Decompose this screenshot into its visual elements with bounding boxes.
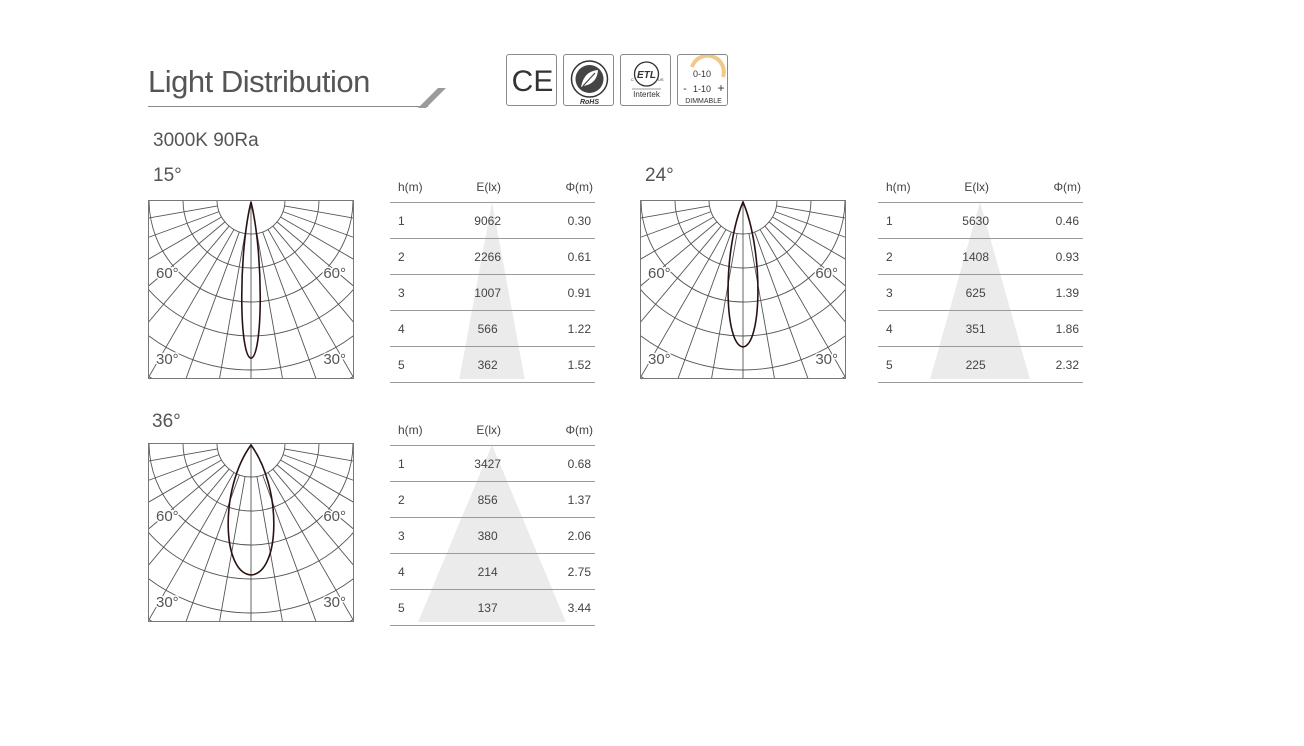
beam-table-36 [390,415,595,626]
diameter-cell: 0.46 [1009,203,1083,239]
polar-angle-label: 60° [323,508,346,525]
title-underline [148,106,428,107]
dimmable-text: DIMMABLE [685,98,722,105]
illuminance-cell: 856 [454,482,521,518]
svg-text:US: US [658,77,664,82]
height-cell: 2 [390,482,454,518]
illuminance-cell: 1007 [454,275,521,311]
diameter-cell: 0.93 [1009,239,1083,275]
beam-angle-24: 24° [645,165,674,186]
illuminance-cell: 625 [942,275,1009,311]
header-diameter: Φ(m) [1009,172,1083,203]
height-cell: 5 [390,590,454,626]
diameter-cell: 1.86 [1009,311,1083,347]
polar-ring [148,200,355,370]
height-cell: 1 [390,446,454,482]
height-cell: 5 [878,347,942,383]
height-cell: 4 [390,311,454,347]
diameter-cell: 1.52 [521,347,595,383]
polar-angle-label: 30° [648,351,671,368]
beam-angle-36: 36° [152,411,181,432]
polar-diagram-15 [148,200,355,380]
diameter-cell: 2.06 [521,518,595,554]
certification-badges [506,54,728,106]
diameter-cell: 2.75 [521,554,595,590]
table-row [390,482,595,518]
table-row [390,518,595,554]
header-illuminance: E(lx) [454,415,521,446]
header-height: h(m) [878,172,942,203]
illuminance-cell: 137 [454,590,521,626]
table-row [878,311,1083,347]
table-row [390,446,595,482]
illuminance-cell: 1408 [942,239,1009,275]
rohs-badge [563,54,614,106]
height-cell: 3 [390,275,454,311]
title-slash-decoration [418,86,448,108]
diameter-cell: 0.91 [521,275,595,311]
diameter-cell: 1.22 [521,311,595,347]
intertek-text: Intertek [633,90,660,99]
illuminance-cell: 2266 [454,239,521,275]
diameter-cell: 0.68 [521,446,595,482]
diameter-cell: 1.37 [521,482,595,518]
illuminance-cell: 214 [454,554,521,590]
table-row [390,203,595,239]
height-cell: 2 [390,239,454,275]
polar-diagram-36 [148,443,355,623]
diameter-cell: 3.44 [521,590,595,626]
diameter-cell: 0.61 [521,239,595,275]
header-diameter: Φ(m) [521,172,595,203]
diameter-cell: 2.32 [1009,347,1083,383]
illuminance-cell: 9062 [454,203,521,239]
polar-diagram-24 [640,200,847,380]
color-temperature-cri: 3000K 90Ra [153,130,259,151]
table-row [390,311,595,347]
etl-badge [620,54,671,106]
illuminance-cell: 566 [454,311,521,347]
page-title: Light Distribution [148,64,370,99]
polar-angle-label: 60° [156,508,179,525]
polar-angle-label: 60° [323,265,346,282]
beam-angle-15: 15° [153,165,182,186]
dimming-minus: - [683,83,687,95]
illuminance-cell: 5630 [942,203,1009,239]
illuminance-cell: 380 [454,518,521,554]
height-cell: 4 [878,311,942,347]
table-row [390,554,595,590]
header-illuminance: E(lx) [942,172,1009,203]
table-row [390,590,595,626]
polar-ring [148,443,355,613]
dimming-plus: + [717,81,725,95]
diameter-cell: 1.39 [1009,275,1083,311]
ce-badge [506,54,557,106]
illuminance-cell: 3427 [454,446,521,482]
height-cell: 4 [390,554,454,590]
table-row [390,239,595,275]
height-cell: 3 [878,275,942,311]
dimmable-badge [677,54,728,106]
illuminance-cell: 225 [942,347,1009,383]
polar-angle-label: 30° [156,351,179,368]
table-row [878,347,1083,383]
polar-ring [640,200,847,370]
height-cell: 1 [878,203,942,239]
beam-table-24 [878,172,1083,383]
illuminance-cell: 351 [942,311,1009,347]
height-cell: 3 [390,518,454,554]
table-row [390,347,595,383]
diameter-cell: 0.30 [521,203,595,239]
header-height: h(m) [390,415,454,446]
polar-angle-label: 60° [648,265,671,282]
polar-angle-label: 30° [815,351,838,368]
rohs-text: RoHS [579,99,600,106]
header-height: h(m) [390,172,454,203]
polar-angle-label: 30° [323,351,346,368]
polar-angle-label: 60° [815,265,838,282]
beam-table-15 [390,172,595,383]
polar-angle-label: 30° [323,594,346,611]
illuminance-cell: 362 [454,347,521,383]
dimming-0-10: 0-10 [692,69,712,79]
etl-mark: ETL [637,70,656,81]
ce-mark: CE [511,65,554,98]
dimming-1-10: 1-10 [692,84,712,94]
table-row [390,275,595,311]
polar-angle-label: 30° [156,594,179,611]
height-cell: 5 [390,347,454,383]
height-cell: 1 [390,203,454,239]
table-row [878,275,1083,311]
polar-angle-label: 60° [156,265,179,282]
svg-text:C: C [631,77,634,82]
table-row [878,203,1083,239]
header-illuminance: E(lx) [454,172,521,203]
table-row [878,239,1083,275]
height-cell: 2 [878,239,942,275]
header-diameter: Φ(m) [521,415,595,446]
